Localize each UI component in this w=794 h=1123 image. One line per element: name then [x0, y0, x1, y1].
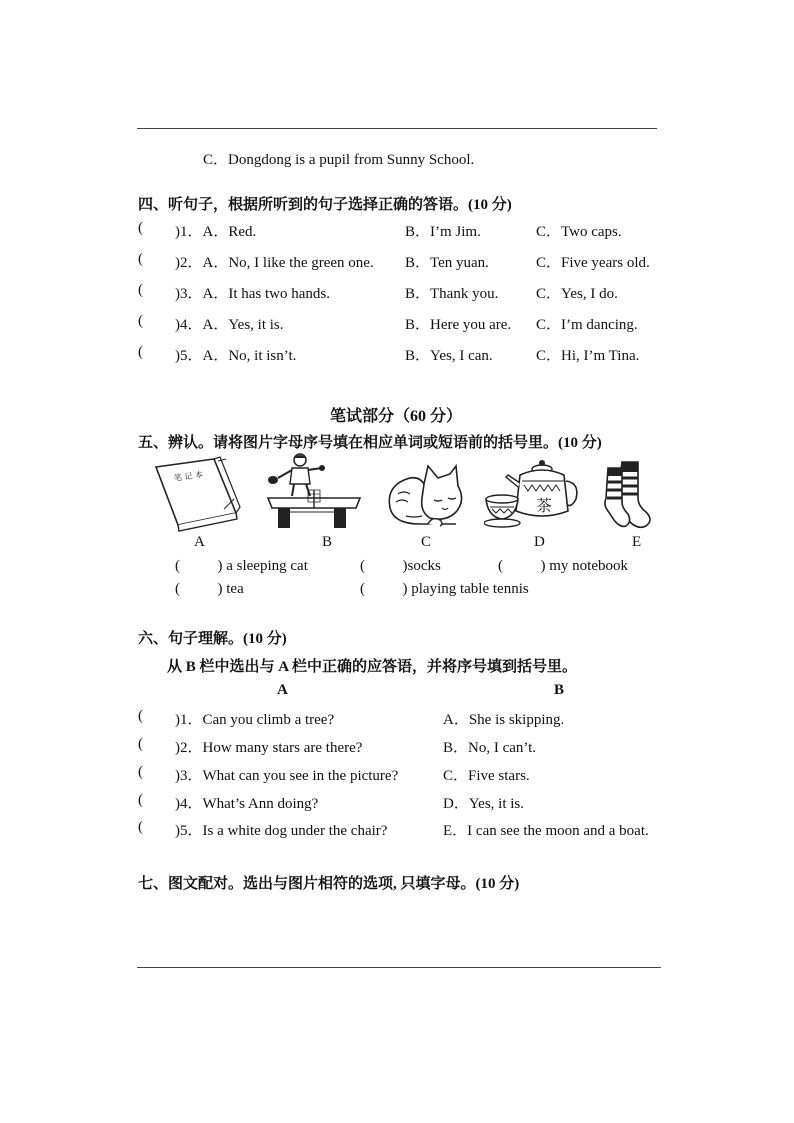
option-c: C．I’m dancing.: [536, 317, 638, 333]
answer-b: D．Yes, it is.: [443, 796, 524, 812]
top-rule: [137, 128, 657, 129]
item-number-option-a: )2．A．No, I like the green one.: [175, 255, 374, 271]
section5-heading: 五、辨认。请将图片字母序号填在相应单词或短语前的括号里。(10 分): [138, 435, 602, 451]
match-tea: ( ) tea: [175, 581, 244, 597]
option-c: C．Two caps.: [536, 224, 622, 240]
answer-bracket: (: [138, 792, 143, 808]
answer-bracket: (: [138, 344, 143, 360]
socks-picture: [600, 458, 664, 532]
match-sleeping-cat: ( ) a sleeping cat: [175, 558, 308, 574]
answer-b: A．She is skipping.: [443, 712, 565, 728]
question-a: )2．How many stars are there?: [175, 740, 363, 756]
option-c: C．Yes, I do.: [536, 286, 618, 302]
section7-heading: 七、图文配对。选出与图片相符的选项, 只填字母。(10 分): [138, 876, 520, 892]
item-number-option-a: )5．A．No, it isn’t.: [175, 348, 297, 364]
match-my-notebook: ( ) my notebook: [498, 558, 628, 574]
answer-b: C．Five stars.: [443, 768, 530, 784]
option-c: C．Five years old.: [536, 255, 650, 271]
picture-label-b: B: [322, 534, 333, 550]
option-b: B．Yes, I can.: [405, 348, 493, 364]
table-tennis-picture: [264, 450, 364, 532]
option-b: B．Here you are.: [405, 317, 512, 333]
answer-bracket: (: [138, 736, 143, 752]
answer-bracket: (: [138, 708, 143, 724]
item-number-option-a: )1．A．Red.: [175, 224, 257, 240]
column-a-header: A: [277, 682, 288, 698]
answer-bracket: (: [138, 251, 143, 267]
option-c: C．Hi, I’m Tina.: [536, 348, 640, 364]
answer-bracket: (: [138, 313, 143, 329]
tea-character: 茶: [536, 496, 553, 515]
item-number-option-a: )4．A．Yes, it is.: [175, 317, 284, 333]
answer-b: B．No, I can’t.: [443, 740, 537, 756]
picture-label-a: A: [194, 534, 205, 550]
written-part-title: 笔试部分（60 分）: [330, 408, 463, 425]
tea-set-picture: [484, 455, 584, 533]
question-a: )5．Is a white dog under the chair?: [175, 823, 388, 839]
section4-heading: 四、听句子，根据所听到的句子选择正确的答语。(10 分): [138, 197, 512, 213]
answer-bracket: (: [138, 282, 143, 298]
previous-option-c: C．Dongdong is a pupil from Sunny School.: [203, 152, 475, 168]
match-socks: ( )socks: [360, 558, 441, 574]
answer-bracket: (: [138, 764, 143, 780]
option-b: B．Ten yuan.: [405, 255, 489, 271]
question-a: )1．Can you climb a tree?: [175, 712, 335, 728]
item-number-option-a: )3．A．It has two hands.: [175, 286, 330, 302]
answer-bracket: (: [138, 220, 143, 236]
option-b: B．Thank you.: [405, 286, 499, 302]
picture-label-c: C: [421, 534, 432, 550]
section6-heading: 六、句子理解。(10 分): [138, 631, 287, 647]
section6-instruction: 从 B 栏中选出与 A 栏中正确的应答语，并将序号填到括号里。: [167, 659, 578, 675]
notebook-picture: [152, 455, 244, 535]
bottom-rule: [137, 967, 661, 968]
match-table-tennis: ( ) playing table tennis: [360, 581, 529, 597]
notebook-label: 笔 记 本: [173, 469, 204, 483]
answer-bracket: (: [138, 819, 143, 835]
picture-label-e: E: [632, 534, 642, 550]
question-a: )4．What’s Ann doing?: [175, 796, 319, 812]
column-b-header: B: [554, 682, 565, 698]
sleeping-cat-picture: [384, 460, 470, 532]
option-b: B．I’m Jim.: [405, 224, 481, 240]
picture-label-d: D: [534, 534, 545, 550]
question-a: )3．What can you see in the picture?: [175, 768, 399, 784]
answer-b: E．I can see the moon and a boat.: [443, 823, 649, 839]
